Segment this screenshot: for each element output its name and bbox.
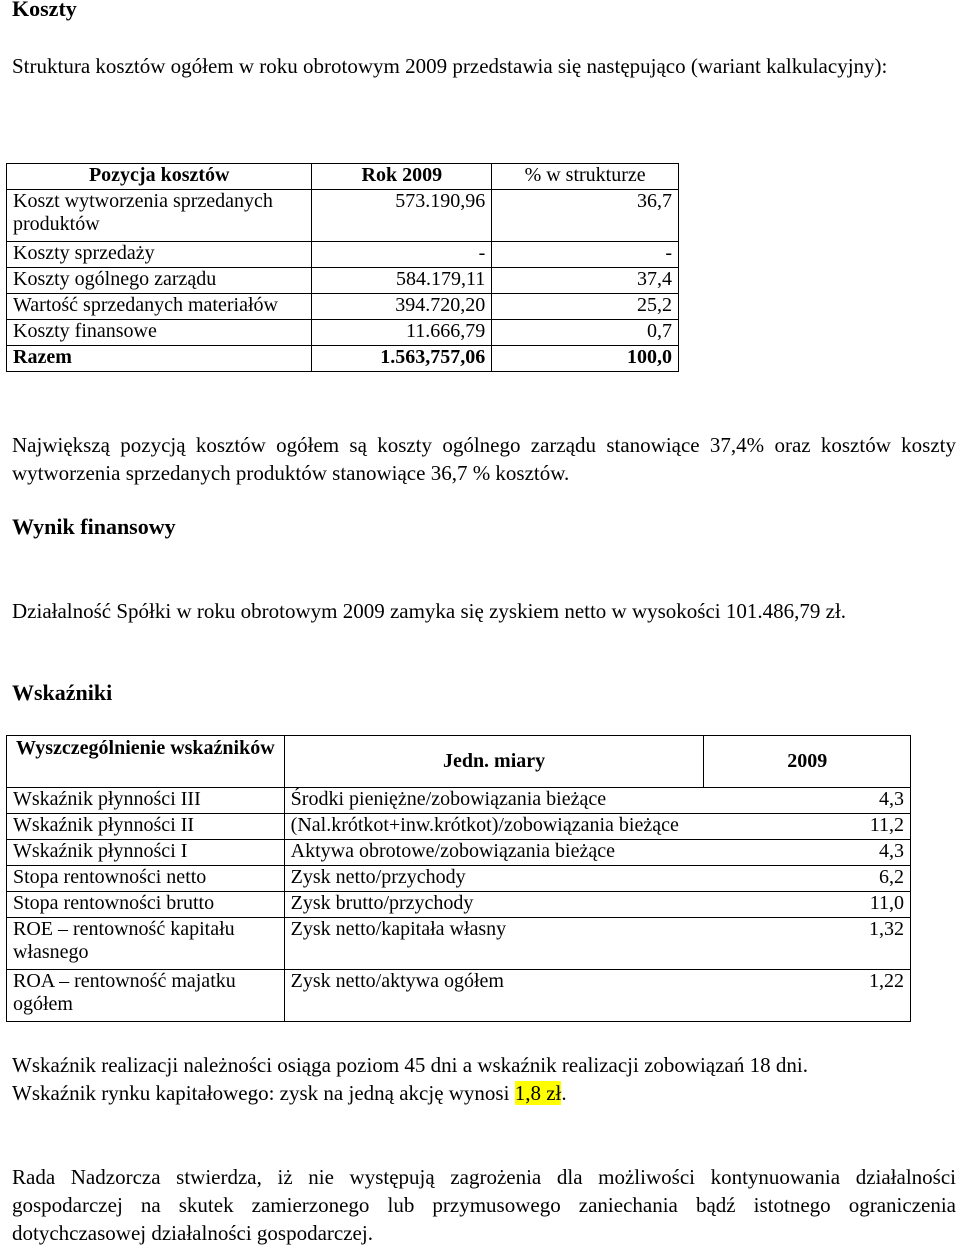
- table-row: [7, 242, 679, 268]
- ratio-unit: Aktywa obrotowe/zobowiązania bieżące: [284, 840, 704, 866]
- ratio-table-header-row: [7, 736, 911, 788]
- section-heading-wynik: Wynik finansowy: [12, 514, 176, 539]
- table-row: [7, 970, 911, 1022]
- ratio-unit: (Nal.krótkot+inw.krótkot)/zobowiązania bieżące: [284, 814, 704, 840]
- cost-share: 36,7: [492, 190, 679, 242]
- cost-value: 11.666,79: [312, 320, 492, 346]
- table-row: [7, 840, 911, 866]
- table-row: [7, 268, 679, 294]
- cost-table-header-share: % w strukturze: [492, 164, 679, 190]
- market-text-prefix: Wskaźnik rynku kapitałowego: zysk na jedną akcję wynosi: [12, 1081, 515, 1105]
- cost-value: 584.179,11: [312, 268, 492, 294]
- ratio-unit: Zysk netto/aktywa ogółem: [284, 970, 704, 1022]
- cost-table-header-position: Pozycja kosztów: [7, 164, 312, 190]
- total-share: 100,0: [492, 346, 679, 372]
- ratio-table: [6, 735, 911, 1022]
- ratio-header-unit: Jedn. miary: [284, 736, 704, 788]
- table-row: [7, 892, 911, 918]
- ratio-unit: Zysk netto/kapitała własny: [284, 918, 704, 970]
- ratio-value: 11,2: [704, 814, 911, 840]
- board-statement-paragraph: Rada Nadzorcza stwierdza, iż nie występują zagrożenia dla możliwości kontynuowania działalności gospodarczej na skutek zamierzonego lub przymusowego zaniechania bądź istotnego ograniczenia dotychczasowej działalności gospodarczej.: [12, 1165, 956, 1245]
- ratio-value: 6,2: [704, 866, 911, 892]
- cost-value: -: [312, 242, 492, 268]
- ratio-name: Wskaźnik płynności I: [7, 840, 285, 866]
- cost-table-header-year: Rok 2009: [312, 164, 492, 190]
- cost-share: 37,4: [492, 268, 679, 294]
- ratio-name: ROE – rentowność kapitału własnego: [7, 918, 285, 970]
- table-row: [7, 918, 911, 970]
- table-row: [7, 814, 911, 840]
- ratio-header-name: Wyszczególnienie wskaźników: [7, 736, 285, 788]
- cost-name: Koszty sprzedaży: [7, 242, 312, 268]
- ratio-unit: Zysk brutto/przychody: [284, 892, 704, 918]
- cost-value: 573.190,96: [312, 190, 492, 242]
- total-label: Razem: [7, 346, 312, 372]
- cost-name: Koszty finansowe: [7, 320, 312, 346]
- cost-share: 25,2: [492, 294, 679, 320]
- ratio-value: 1,32: [704, 918, 911, 970]
- cost-table-header-row: [7, 164, 679, 190]
- table-row: [7, 294, 679, 320]
- ratio-value: 4,3: [704, 840, 911, 866]
- market-text-suffix: .: [561, 1081, 567, 1105]
- ratio-value: 11,0: [704, 892, 911, 918]
- ratio-unit: Zysk netto/przychody: [284, 866, 704, 892]
- cost-value: 394.720,20: [312, 294, 492, 320]
- section-heading-wskazniki: Wskaźniki: [12, 680, 113, 705]
- ratio-name: Wskaźnik płynności II: [7, 814, 285, 840]
- ratio-name: Wskaźnik płynności III: [7, 788, 285, 814]
- ratio-value: 4,3: [704, 788, 911, 814]
- eps-value-highlight: 1,8 zł: [514, 1081, 562, 1105]
- table-row: [7, 320, 679, 346]
- cost-share: -: [492, 242, 679, 268]
- cost-summary-paragraph: Największą pozycją kosztów ogółem są koszty ogólnego zarządu stanowiące 37,4% oraz kosztów koszty wytworzenia sprzedanych produktów stanowiące 36,7 % kosztów.: [12, 433, 956, 485]
- ratio-header-year: 2009: [704, 736, 911, 788]
- ratio-unit: Środki pieniężne/zobowiązania bieżące: [284, 788, 704, 814]
- cost-name: Koszt wytworzenia sprzedanych produktów: [7, 190, 312, 242]
- ratio-name: Stopa rentowności brutto: [7, 892, 285, 918]
- ratio-value: 1,22: [704, 970, 911, 1022]
- market-ratio-paragraph: [12, 1079, 956, 1107]
- financial-result-paragraph: Działalność Spółki w roku obrotowym 2009 zamyka się zyskiem netto w wysokości 101.486,79 zł.: [12, 599, 847, 623]
- cost-name: Koszty ogólnego zarządu: [7, 268, 312, 294]
- costs-intro-paragraph: Struktura kosztów ogółem w roku obrotowym 2009 przedstawia się następująco (wariant kalkulacyjny):: [12, 54, 888, 78]
- ratio-name: Stopa rentowności netto: [7, 866, 285, 892]
- total-value: 1.563,757,06: [312, 346, 492, 372]
- table-row: [7, 788, 911, 814]
- ratio-name: ROA – rentowność majatku ogółem: [7, 970, 285, 1022]
- table-row: [7, 866, 911, 892]
- table-row: [7, 190, 679, 242]
- cost-name: Wartość sprzedanych materiałów: [7, 294, 312, 320]
- cost-share: 0,7: [492, 320, 679, 346]
- section-heading-koszty: Koszty: [12, 0, 77, 21]
- cost-table-total-row: [7, 346, 679, 372]
- receivables-paragraph: Wskaźnik realizacji należności osiąga poziom 45 dni a wskaźnik realizacji zobowiązań 18 dni.: [12, 1053, 808, 1077]
- cost-structure-table: [6, 163, 679, 372]
